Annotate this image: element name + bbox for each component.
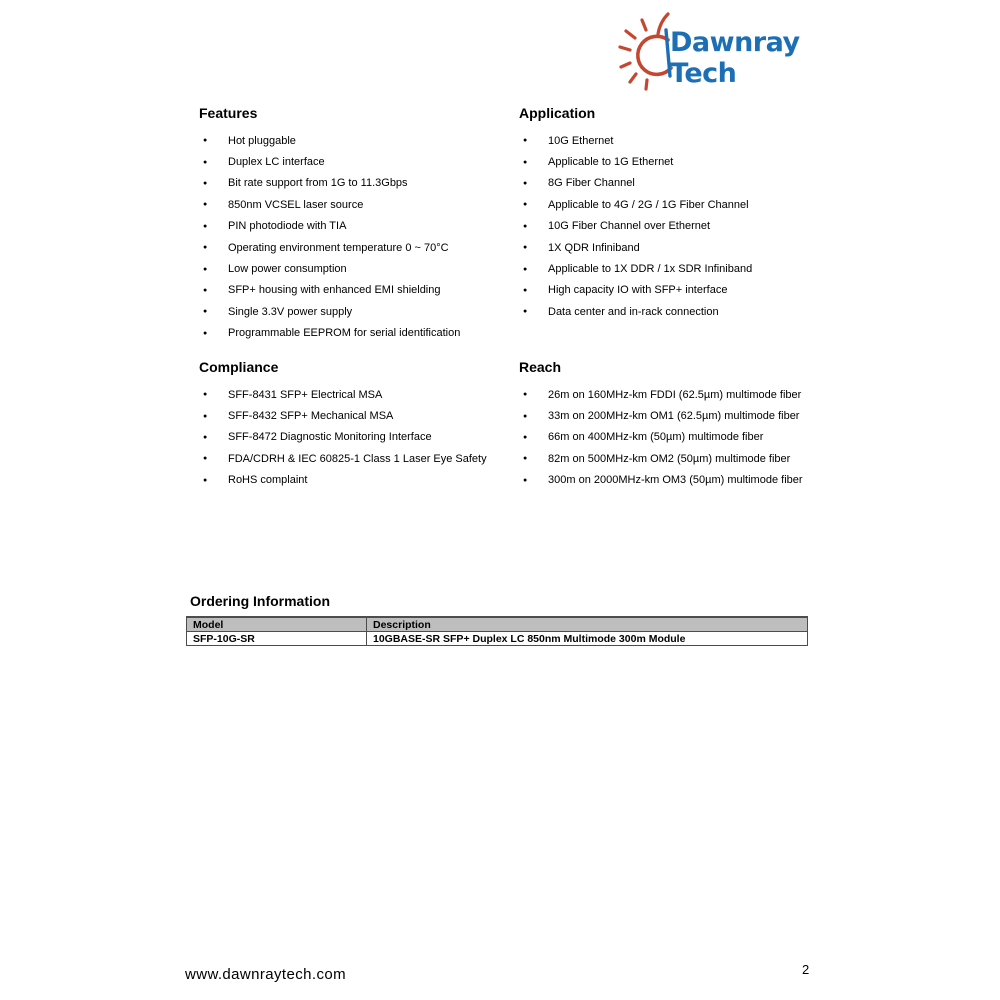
list-item: ● 10G Fiber Channel over Ethernet [519,216,824,237]
list-item: ● PIN photodiode with TIA [199,216,504,237]
ordering-table-body [187,632,808,646]
list-item: ● 10G Ethernet [519,130,824,151]
section-reach [519,358,834,491]
section-title-features: Features [199,105,258,121]
section-title-compliance: Compliance [199,359,279,375]
list-item: ● 26m on 160MHz-km FDDI (62.5µm) multimode fiber [519,384,834,405]
list-item: ● 82m on 500MHz-km OM2 (50µm) multimode fiber [519,448,834,469]
ordering-header-row [187,617,808,632]
list-item: ● Applicable to 4G / 2G / 1G Fiber Channel [519,194,824,215]
reach-list [519,384,834,491]
list-item: ● Operating environment temperature 0 ~ 70°C [199,237,504,258]
list-item: ● FDA/CDRH & IEC 60825-1 Class 1 Laser Eye Safety [199,448,514,469]
logo-text: Dawnray Tech [670,26,800,89]
table-cell: 10GBASE-SR SFP+ Duplex LC 850nm Multimode 300m Module [367,632,808,646]
list-item: ● 850nm VCSEL laser source [199,194,504,215]
list-item: ● Applicable to 1G Ethernet [519,151,824,172]
list-item: ● Low power consumption [199,258,504,279]
footer-website: www.dawnraytech.com [185,966,346,983]
list-item: ● SFF-8432 SFP+ Mechanical MSA [199,405,514,426]
list-item: ● 1X QDR Infiniband [519,237,824,258]
list-item: ● Bit rate support from 1G to 11.3Gbps [199,173,504,194]
section-title-application: Application [519,105,596,121]
list-item: ● SFF-8431 SFP+ Electrical MSA [199,384,514,405]
list-item: ● Applicable to 1X DDR / 1x SDR Infiniband [519,258,824,279]
list-item: ● SFP+ housing with enhanced EMI shielding [199,280,504,301]
list-item: ● High capacity IO with SFP+ interface [519,280,824,301]
section-application [519,104,824,323]
list-item: ● 33m on 200MHz-km OM1 (62.5µm) multimode fiber [519,405,834,426]
list-item: ● Duplex LC interface [199,151,504,172]
compliance-list [199,384,514,491]
list-item: ● 8G Fiber Channel [519,173,824,194]
list-item: ● Hot pluggable [199,130,504,151]
ordering-section [186,592,808,646]
ordering-table [186,616,808,646]
ordering-col-description: Description [367,617,808,632]
features-list [199,130,504,344]
footer-page-number: 2 [802,962,810,977]
application-list [519,130,824,323]
list-item: ● 300m on 2000MHz-km OM3 (50µm) multimode fiber [519,470,834,491]
logo [616,8,856,93]
list-item: ● RoHS complaint [199,470,514,491]
list-item: ● 66m on 400MHz-km (50µm) multimode fiber [519,427,834,448]
list-item: ● Data center and in-rack connection [519,301,824,322]
section-compliance [199,358,514,491]
list-item: ● Programmable EEPROM for serial identification [199,323,504,344]
section-title-reach: Reach [519,359,562,375]
ordering-col-model: Model [187,617,367,632]
section-features [199,104,504,344]
list-item: ● Single 3.3V power supply [199,301,504,322]
list-item: ● SFF-8472 Diagnostic Monitoring Interface [199,427,514,448]
ordering-title: Ordering Information [190,593,330,609]
table-row [187,632,808,646]
table-cell: SFP-10G-SR [187,632,367,646]
